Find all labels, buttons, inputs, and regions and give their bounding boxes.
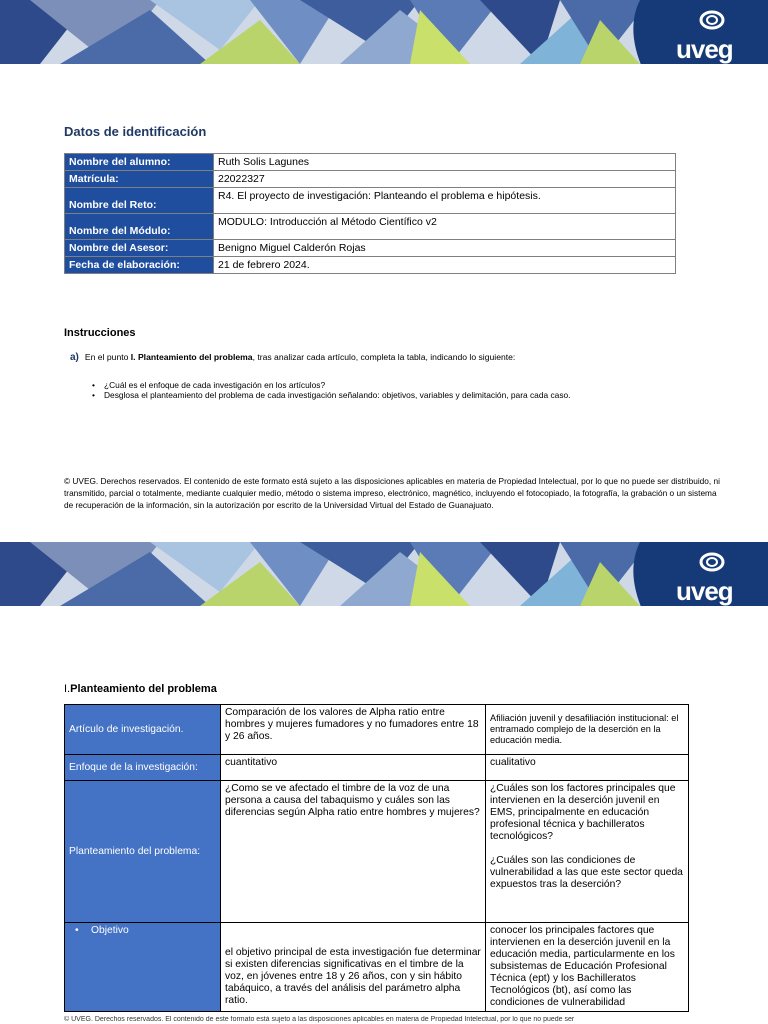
label-fecha: Fecha de elaboración:	[65, 257, 214, 274]
instruction-a-bold: I. Planteamiento del problema	[130, 352, 253, 362]
value-asesor: Benigno Miguel Calderón Rojas	[214, 240, 676, 257]
page-2	[0, 542, 768, 1024]
section-title: Planteamiento del problema	[70, 683, 217, 695]
banner-graphic	[0, 542, 768, 606]
instruction-bullets	[92, 380, 571, 400]
label-objetivo-text: Objetivo	[91, 925, 129, 936]
value-fecha: 21 de febrero 2024.	[214, 257, 676, 274]
cell-planteamiento-2	[486, 781, 689, 923]
section-heading	[64, 683, 217, 695]
value-matricula: 22022327	[214, 171, 676, 188]
value-modulo: MODULO: Introducción al Método Científico v2	[214, 214, 676, 240]
planteamiento-question-2: ¿Cuáles son las condiciones de vulnerabilidad a las que este sector queda expuestos tras la deserción?	[490, 855, 683, 890]
table-row	[65, 214, 676, 240]
instruction-a	[70, 352, 515, 363]
id-table	[64, 153, 676, 274]
label-objetivo	[65, 923, 221, 1012]
planteamiento-question-1: ¿Cuáles son los factores principales que intervienen en la deserción juvenil en EMS, principalmente en educación profesional técnica y bachilleratos tecnológicos?	[490, 783, 676, 842]
copyright-notice: © UVEG. Derechos reservados. El contenido de este formato está sujeto a las disposiciones aplicables en materia de Propiedad Intelectual, por lo que no puede ser distribuido, ni transmitido, parcial o totalmente, mediante cualquier medio, método o sistema impreso, electrónico, magnético, incluyendo el fotocopiado, la fotografía, la grabación o un sistema de recuperación de la información, sin la autorización por escrito de la Universidad Virtual del Estado de Guanajuato.	[64, 476, 720, 510]
list-item: • Desglosa el planteamiento del problema de cada investigación señalando: objetivos, variables y delimitación, para cada caso.	[104, 390, 571, 400]
label-student: Nombre del alumno:	[65, 154, 214, 171]
table-row	[65, 923, 689, 1012]
table-row	[65, 705, 689, 755]
uveg-logo-text: uveg	[676, 34, 733, 64]
cell-planteamiento-1: ¿Como se ve afectado el timbre de la voz de una persona a causa del tabaquismo y cuáles son las diferencias según Alpha ratio entre hombres y mujeres?	[221, 781, 486, 923]
value-student: Ruth Solis Lagunes	[214, 154, 676, 171]
uveg-logo-text: uveg	[676, 576, 733, 606]
page-gap	[0, 534, 768, 542]
table-row	[65, 188, 676, 214]
uveg-tagline: universidad virtual del estado de guanajuato	[680, 626, 729, 638]
table-row	[65, 240, 676, 257]
table-row	[65, 257, 676, 274]
cell-objetivo-2: conocer los principales factores que intervienen en la deserción juvenil en la educación media, particularmente en los subsistemas de Educación Profesional Técnica (ept) y los Bachilleratos Tecnológicos (bt), así como las condiciones de vulnerabilidad	[486, 923, 689, 1012]
instructions-title: Instrucciones	[64, 327, 136, 339]
table-row	[65, 154, 676, 171]
label-matricula: Matrícula:	[65, 171, 214, 188]
instruction-a-prefix: En el punto	[84, 352, 131, 362]
instruction-a-label: a)	[70, 352, 79, 363]
table-row	[65, 755, 689, 781]
bullet-icon: •	[75, 925, 79, 936]
section-number: I.	[64, 683, 71, 695]
uveg-tagline: universidad virtual del estado de guanajuato	[680, 84, 729, 96]
header-banner	[0, 0, 768, 64]
instruction-a-suffix: , tras analizar cada artículo, completa la tabla, indicando lo siguiente:	[252, 352, 516, 362]
cell-enfoque-2: cualitativo	[486, 755, 689, 781]
cell-objetivo-1: el objetivo principal de esta investigación fue determinar si existen diferencias significativas en el timbre de la voz, en jóvenes entre 18 y 26 años, con y sin hábito tabáquico, a través del análisis del parámetro alpha ratio.	[221, 923, 486, 1012]
problem-table	[64, 704, 689, 1012]
id-section-title: Datos de identificación	[64, 124, 207, 139]
cell-articulo-2: Afiliación juvenil y desafiliación institucional: el entramado complejo de la deserción en la educación media.	[486, 705, 689, 755]
label-enfoque: Enfoque de la investigación:	[65, 755, 221, 781]
spacer	[490, 843, 684, 855]
label-reto: Nombre del Reto:	[65, 188, 214, 214]
list-item: • ¿Cuál es el enfoque de cada investigación en los artículos?	[104, 380, 571, 390]
label-planteamiento: Planteamiento del problema:	[65, 781, 221, 923]
label-asesor: Nombre del Asesor:	[65, 240, 214, 257]
label-modulo: Nombre del Módulo:	[65, 214, 214, 240]
table-row	[65, 781, 689, 923]
cell-articulo-1: Comparación de los valores de Alpha ratio entre hombres y mujeres fumadores y no fumadores entre 18 y 26 años.	[221, 705, 486, 755]
banner-graphic	[0, 0, 768, 64]
label-articulo: Artículo de investigación.	[65, 705, 221, 755]
header-banner	[0, 542, 768, 606]
value-reto: R4. El proyecto de investigación: Planteando el problema e hipótesis.	[214, 188, 676, 214]
table-row	[65, 171, 676, 188]
cell-enfoque-1: cuantitativo	[221, 755, 486, 781]
footer-copyright: © UVEG. Derechos reservados. El contenido de este formato está sujeto a las disposiciones aplicables en materia de Propiedad Intelectual, por lo que no puede ser	[64, 1016, 575, 1023]
